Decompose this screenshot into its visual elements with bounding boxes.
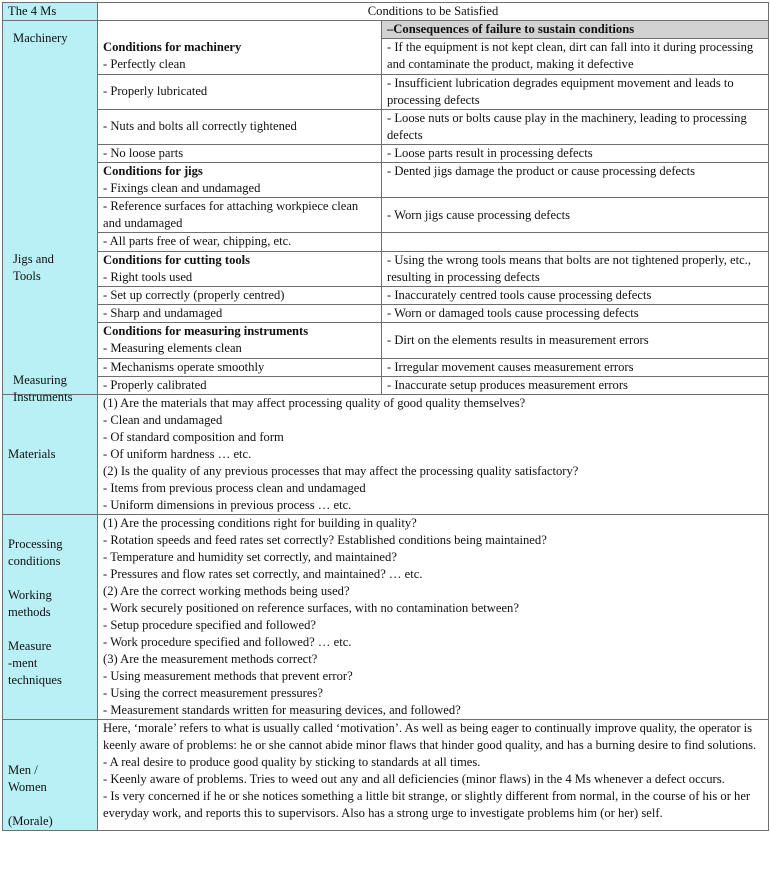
consequence-cell: - Dirt on the elements results in measurement errors <box>382 323 769 358</box>
consequence-cell: - Using the wrong tools means that bolts are not tightened properly, etc., resulting in processing defects <box>382 251 769 286</box>
consequence-cell: - Insufficient lubrication degrades equipment movement and leads to processing defects <box>382 74 769 109</box>
table-row <box>3 323 769 358</box>
consequence-cell: - Inaccurate setup produces measurement errors <box>382 376 769 394</box>
label-processing-conditions: Processing conditions <box>8 537 63 568</box>
table-row <box>3 162 769 197</box>
consequence-cell: - Irregular movement causes measurement errors <box>382 358 769 376</box>
condition-cell: - Properly lubricated <box>98 74 382 109</box>
label-methods <box>3 515 98 720</box>
table-row <box>3 198 769 233</box>
condition-cell: - Set up correctly (properly centred) <box>98 286 382 304</box>
consequence-cell: - Inaccurately centred tools cause processing defects <box>382 286 769 304</box>
table-row <box>3 358 769 376</box>
label-jigs-tools: Jigs and Tools <box>13 252 54 283</box>
table-row-materials <box>3 395 769 515</box>
consequence-cell <box>382 233 769 251</box>
consequence-cell: - Loose parts result in processing defects <box>382 144 769 162</box>
consequence-cell: - Dented jigs damage the product or cause processing defects <box>382 162 769 197</box>
condition-cell: - Mechanisms operate smoothly <box>98 358 382 376</box>
methods-cell: (1) Are the processing conditions right for building in quality? - Rotation speeds and feed rates set correctly? Established conditions being maintained? - Temperature and humidity set correctly, and maintained? - Pressures and flow rates set correctly, and maintained? … etc. (2) Are the correct working methods being used? - Work securely positioned on reference surfaces, with no contamination between? - Setup procedure specified and followed? - Work procedure specified and followed? … etc. (3) Are the measurement methods correct? - Using measurement methods that prevent error? - Using the correct measurement pressures? - Measurement standards written for measuring devices, and followed? <box>98 515 769 720</box>
condition-cell: - Nuts and bolts all correctly tightened <box>98 109 382 144</box>
label-measuring-instruments: Measuring Instruments <box>13 373 73 404</box>
condition-cell: Conditions for cutting tools - Right tools used <box>98 251 382 286</box>
condition-cell: - Properly calibrated <box>98 376 382 394</box>
consequences-header: –Consequences of failure to sustain conditions <box>382 21 769 39</box>
table-row-morale <box>3 720 769 831</box>
label-morale: Men / Women (Morale) <box>3 720 98 831</box>
table-row <box>3 286 769 304</box>
label-measurement-techniques: Measure -ment techniques <box>8 639 62 687</box>
table-header-row <box>3 3 769 21</box>
condition-cell: - No loose parts <box>98 144 382 162</box>
label-machinery: Machinery <box>13 31 68 45</box>
table-row-methods <box>3 515 769 720</box>
header-4ms: The 4 Ms <box>3 3 98 21</box>
consequence-cell: - Loose nuts or bolts cause play in the machinery, leading to processing defects <box>382 109 769 144</box>
table-row <box>3 376 769 394</box>
morale-cell: Here, ‘morale’ refers to what is usually called ‘motivation’. As well as being eager to continually improve quality, the operator is keenly aware of problems: he or she cannot abide minor flaws that hinder good quality, and has a burning desire to find solutions. - A real desire to produce good quality by sticking to standards at all times. - Keenly aware of problems. Tries to weed out any and all deficiencies (minor flaws) in the 4 Ms whenever a defect occurs. - Is very concerned if he or she notices something a little bit strange, or slightly different from normal, in the course of his or her everyday work, and reports this to supervisors. Also has a strong urge to investigate problems him (or her) self. <box>98 720 769 831</box>
condition-cell: - All parts free of wear, chipping, etc. <box>98 233 382 251</box>
table-row <box>3 74 769 109</box>
table-row <box>3 305 769 323</box>
table-row <box>3 233 769 251</box>
condition-cell: Conditions for measuring instruments - Measuring elements clean <box>98 323 382 358</box>
condition-cell: Conditions for jigs - Fixings clean and undamaged <box>98 162 382 197</box>
condition-cell: Conditions for machinery - Perfectly clean <box>98 21 382 75</box>
four-ms-table <box>2 2 769 831</box>
condition-cell: - Sharp and undamaged <box>98 305 382 323</box>
materials-cell: (1) Are the materials that may affect processing quality of good quality themselves? - Clean and undamaged - Of standard composition and form - Of uniform hardness … etc. (2) Is the quality of any previous processes that may affect the processing quality satisfactory? - Items from previous process clean and undamaged - Uniform dimensions in previous process … etc. <box>98 395 769 515</box>
consequence-cell: - Worn jigs cause processing defects <box>382 198 769 233</box>
label-materials: Materials <box>3 395 98 515</box>
table-row <box>3 109 769 144</box>
consequence-cell: - Worn or damaged tools cause processing defects <box>382 305 769 323</box>
condition-cell: - Reference surfaces for attaching workpiece clean and undamaged <box>98 198 382 233</box>
consequence-cell: - If the equipment is not kept clean, dirt can fall into it during processing and contaminate the product, making it defective <box>382 39 769 74</box>
header-conditions: Conditions to be Satisfied <box>98 3 769 21</box>
table-row <box>3 144 769 162</box>
table-row <box>3 21 769 39</box>
label-working-methods: Working methods <box>8 588 52 619</box>
table-row <box>3 251 769 286</box>
label-machinery-jigs-measuring <box>3 21 98 404</box>
